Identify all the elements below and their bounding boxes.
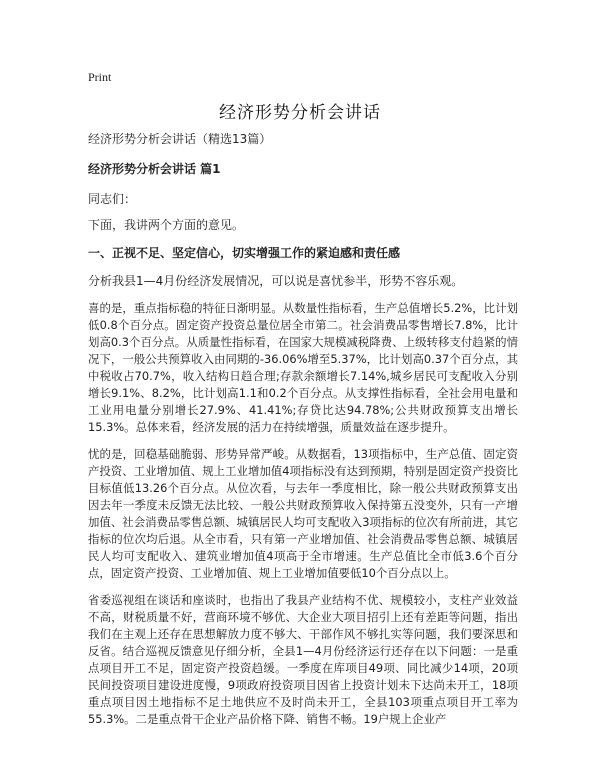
document-title: 经济形势分析会讲话: [219, 103, 381, 123]
paragraph-3: 省委巡视组在谈话和座谈时，也指出了我县产业结构不优、规模较小，支柱产业效益不高，财税质量不好，营商环境不够优、大企业大项目招引上还有差距等问题，指出我们在主观上还存在思想解放力度不够大、干部作风不够扎实等问题，我们要深思和反省。结合巡视反馈意见仔细分析，全县1—4月份经济运行还存在以下问题：一是重点项目开工不足，固定资产投资趋缓。一季度在库项目49项、同比减少14项，20项民间投资项目建设进度慢，9项政府投资项目因省上投资计划未下达尚未开工，18项重点项目因土地指标不足土地供应不及时尚未开工，全县103项重点项目开工率为55.3%。二是重点骨干企业产品价格下降、销售不畅。19户规上企业产: [88, 593, 518, 726]
paragraph-2: 忧的是，回稳基础脆弱、形势异常严峻。从数据看，13项指标中，生产总值、固定资产投资、工业增加值、规上工业增加值4项指标没有达到预期，特别是固定资产投资比目标值低13.26个百分点。从位次看，与去年一季度相比，除一般公共财政预算支出因去年一季度未反馈无法比较、一般公共财政预算收入保持第五没变外，只有一产增加值、社会消费品零售总额、城镇居民人均可支配收入3项指标的位次有所前进，其它指标的位次均后退。从全市看，只有第一产业增加值、社会消费品零售总额、城镇居民人均可支配收入、建筑业增加值4项高于全市增速。生产总值比全市低3.6个百分点，固定资产投资、工业增加值、规上工业增加值要低10个百分点以上。: [88, 447, 518, 580]
article-subtitle: 经济形势分析会讲话（精选13篇）: [88, 132, 272, 146]
article-body: [88, 130, 518, 738]
intro-paragraph: 下面，我讲两个方面的意见。: [88, 218, 245, 232]
section-title: 经济形势分析会讲话 篇1: [88, 162, 221, 176]
heading-1: 一、正视不足、坚定信心，切实增强工作的紧迫感和责任感: [88, 246, 401, 260]
salutation: 同志们：: [88, 192, 137, 206]
print-link[interactable]: Print: [88, 70, 112, 84]
paragraph-1: 喜的是，重点指标稳的特征日渐明显。从数量性指标看，生产总值增长5.2%，比计划低0.8个百分点。固定资产投资总量位居全市第二。社会消费品零售增长7.8%，比计划高0.3个百分点。从质量性指标看，在国家大规模减税降费、上级转移支付趋紧的情况下，一般公共预算收入由同期的-36.06%增至5.37%，比计划高0.37个百分点，其中税收占70.7%，收入结构日趋合理;存款余额增长7.14%,城乡居民可支配收入分别增长9.1%、8.2%，比计划高1.1和0.2个百分点。从支撑性指标看，全社会用电量和工业用电量分别增长27.9%、41.41%;存贷比达94.78%;公共财政预算支出增长15.3%。总体来看，经济发展的活力在持续增强，质量效益在逐步提升。: [88, 301, 518, 434]
lead-paragraph: 分析我县1—4月份经济发展情况，可以说是喜忧参半，形势不容乐观。: [88, 274, 464, 288]
